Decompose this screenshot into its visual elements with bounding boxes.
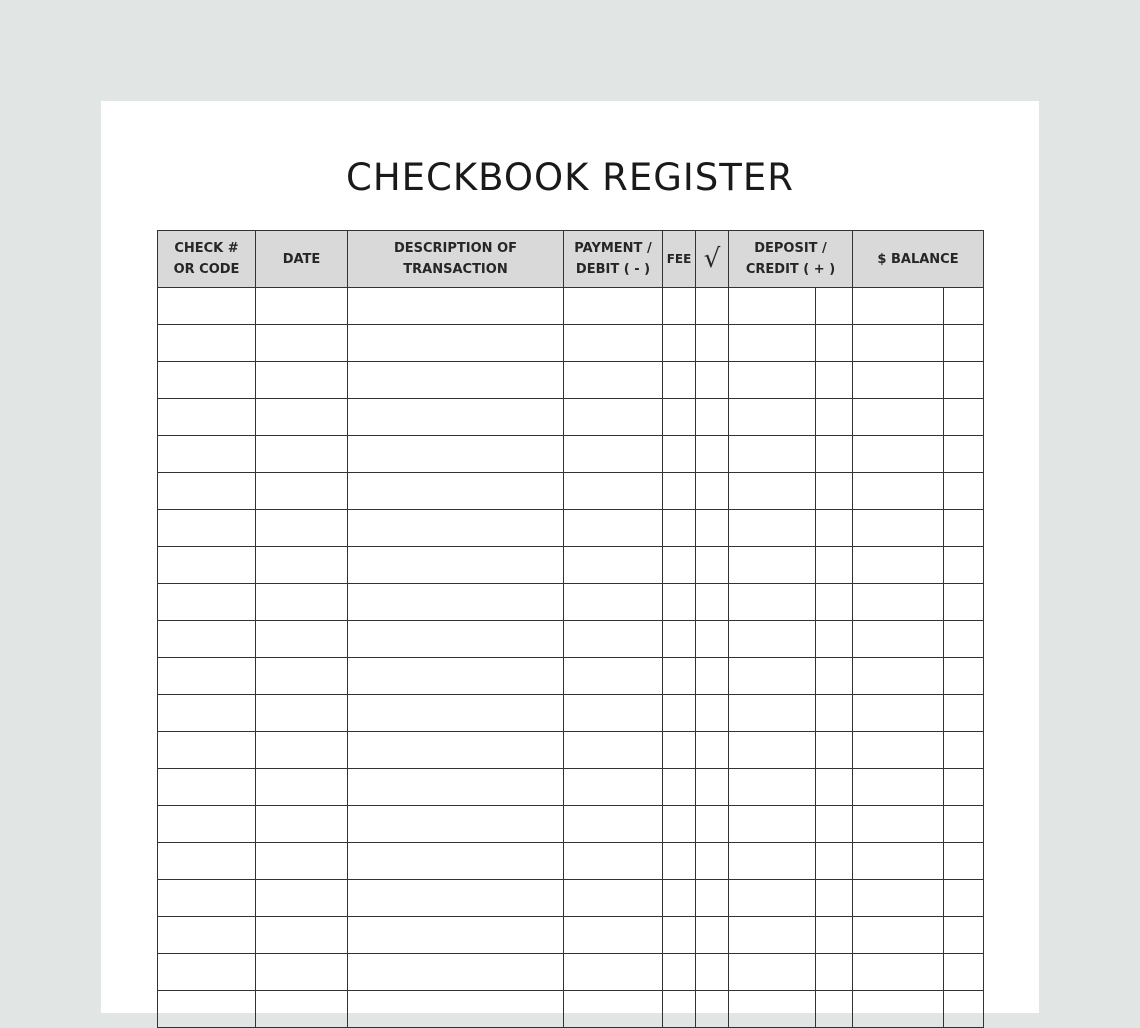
- date-cell[interactable]: [256, 843, 348, 880]
- deposit-cents-cell[interactable]: [816, 954, 853, 991]
- balance-cents-cell[interactable]: [944, 880, 984, 917]
- payment-cell[interactable]: [564, 473, 663, 510]
- column-header-check-number: CHECK # OR CODE: [158, 231, 256, 288]
- balance-dollars-cell[interactable]: [853, 325, 944, 362]
- date-cell[interactable]: [256, 954, 348, 991]
- balance-dollars-cell[interactable]: [853, 732, 944, 769]
- check-number-cell[interactable]: [158, 325, 256, 362]
- register-row: [158, 621, 984, 658]
- fee-cell[interactable]: [663, 547, 696, 584]
- balance-dollars-cell[interactable]: [853, 362, 944, 399]
- payment-cell[interactable]: [564, 436, 663, 473]
- cleared-cell[interactable]: [696, 954, 729, 991]
- balance-dollars-cell[interactable]: [853, 695, 944, 732]
- deposit-cents-cell[interactable]: [816, 473, 853, 510]
- check-number-cell[interactable]: [158, 880, 256, 917]
- date-cell[interactable]: [256, 806, 348, 843]
- register-table: [157, 230, 984, 1028]
- check-number-cell[interactable]: [158, 658, 256, 695]
- cleared-cell[interactable]: [696, 325, 729, 362]
- deposit-dollars-cell[interactable]: [729, 473, 816, 510]
- register-row: [158, 954, 984, 991]
- balance-dollars-cell[interactable]: [853, 473, 944, 510]
- payment-cell[interactable]: [564, 399, 663, 436]
- deposit-dollars-cell[interactable]: [729, 917, 816, 954]
- date-cell[interactable]: [256, 436, 348, 473]
- balance-dollars-cell[interactable]: [853, 658, 944, 695]
- cleared-cell[interactable]: [696, 658, 729, 695]
- register-row: [158, 399, 984, 436]
- description-cell[interactable]: [348, 843, 564, 880]
- date-cell[interactable]: [256, 695, 348, 732]
- check-number-cell[interactable]: [158, 991, 256, 1028]
- deposit-cents-cell[interactable]: [816, 362, 853, 399]
- fee-cell[interactable]: [663, 917, 696, 954]
- check-number-cell[interactable]: [158, 732, 256, 769]
- balance-dollars-cell[interactable]: [853, 769, 944, 806]
- balance-dollars-cell[interactable]: [853, 880, 944, 917]
- fee-cell[interactable]: [663, 991, 696, 1028]
- balance-dollars-cell[interactable]: [853, 510, 944, 547]
- date-cell[interactable]: [256, 510, 348, 547]
- date-cell[interactable]: [256, 288, 348, 325]
- check-number-cell[interactable]: [158, 843, 256, 880]
- deposit-cents-cell[interactable]: [816, 399, 853, 436]
- check-number-cell[interactable]: [158, 510, 256, 547]
- description-cell[interactable]: [348, 362, 564, 399]
- fee-cell[interactable]: [663, 399, 696, 436]
- register-row: [158, 658, 984, 695]
- payment-cell[interactable]: [564, 510, 663, 547]
- date-cell[interactable]: [256, 917, 348, 954]
- deposit-cents-cell[interactable]: [816, 325, 853, 362]
- register-row: [158, 325, 984, 362]
- register-row: [158, 510, 984, 547]
- register-row: [158, 695, 984, 732]
- page-title: CHECKBOOK REGISTER: [346, 156, 794, 199]
- deposit-dollars-cell[interactable]: [729, 621, 816, 658]
- deposit-dollars-cell[interactable]: [729, 547, 816, 584]
- description-cell[interactable]: [348, 880, 564, 917]
- register-row: [158, 917, 984, 954]
- column-header-deposit-credit: DEPOSIT / CREDIT ( + ): [729, 231, 853, 288]
- fee-cell[interactable]: [663, 658, 696, 695]
- fee-cell[interactable]: [663, 436, 696, 473]
- balance-cents-cell[interactable]: [944, 584, 984, 621]
- column-header-date: DATE: [256, 231, 348, 288]
- check-number-cell[interactable]: [158, 473, 256, 510]
- fee-cell[interactable]: [663, 473, 696, 510]
- check-number-cell[interactable]: [158, 917, 256, 954]
- balance-dollars-cell[interactable]: [853, 806, 944, 843]
- date-cell[interactable]: [256, 658, 348, 695]
- payment-cell[interactable]: [564, 769, 663, 806]
- check-number-cell[interactable]: [158, 399, 256, 436]
- description-cell[interactable]: [348, 473, 564, 510]
- balance-dollars-cell[interactable]: [853, 288, 944, 325]
- deposit-dollars-cell[interactable]: [729, 658, 816, 695]
- cleared-cell[interactable]: [696, 621, 729, 658]
- fee-cell[interactable]: [663, 806, 696, 843]
- column-header-payment-debit: PAYMENT / DEBIT ( - ): [564, 231, 663, 288]
- check-number-cell[interactable]: [158, 362, 256, 399]
- date-cell[interactable]: [256, 362, 348, 399]
- deposit-dollars-cell[interactable]: [729, 954, 816, 991]
- deposit-dollars-cell[interactable]: [729, 880, 816, 917]
- balance-cents-cell[interactable]: [944, 843, 984, 880]
- payment-cell[interactable]: [564, 547, 663, 584]
- cleared-cell[interactable]: [696, 806, 729, 843]
- check-number-cell[interactable]: [158, 547, 256, 584]
- cleared-cell[interactable]: [696, 695, 729, 732]
- header-row: [158, 231, 984, 288]
- deposit-cents-cell[interactable]: [816, 880, 853, 917]
- description-cell[interactable]: [348, 658, 564, 695]
- column-header-cleared-checkmark-icon: √: [696, 231, 729, 288]
- balance-dollars-cell[interactable]: [853, 547, 944, 584]
- date-cell[interactable]: [256, 880, 348, 917]
- balance-cents-cell[interactable]: [944, 954, 984, 991]
- balance-cents-cell[interactable]: [944, 510, 984, 547]
- column-header-fee: FEE: [663, 231, 696, 288]
- balance-cents-cell[interactable]: [944, 991, 984, 1028]
- date-cell[interactable]: [256, 584, 348, 621]
- balance-cents-cell[interactable]: [944, 362, 984, 399]
- register-row: [158, 880, 984, 917]
- description-cell[interactable]: [348, 547, 564, 584]
- balance-dollars-cell[interactable]: [853, 991, 944, 1028]
- cleared-cell[interactable]: [696, 584, 729, 621]
- fee-cell[interactable]: [663, 362, 696, 399]
- balance-cents-cell[interactable]: [944, 436, 984, 473]
- register-row: [158, 732, 984, 769]
- deposit-cents-cell[interactable]: [816, 843, 853, 880]
- payment-cell[interactable]: [564, 288, 663, 325]
- cleared-cell[interactable]: [696, 288, 729, 325]
- fee-cell[interactable]: [663, 695, 696, 732]
- description-cell[interactable]: [348, 954, 564, 991]
- fee-cell[interactable]: [663, 584, 696, 621]
- date-cell[interactable]: [256, 399, 348, 436]
- payment-cell[interactable]: [564, 806, 663, 843]
- cleared-cell[interactable]: [696, 917, 729, 954]
- balance-cents-cell[interactable]: [944, 806, 984, 843]
- description-cell[interactable]: [348, 917, 564, 954]
- fee-cell[interactable]: [663, 769, 696, 806]
- description-cell[interactable]: [348, 399, 564, 436]
- deposit-cents-cell[interactable]: [816, 510, 853, 547]
- description-cell[interactable]: [348, 621, 564, 658]
- payment-cell[interactable]: [564, 695, 663, 732]
- deposit-dollars-cell[interactable]: [729, 991, 816, 1028]
- deposit-dollars-cell[interactable]: [729, 584, 816, 621]
- register-row: [158, 436, 984, 473]
- cleared-cell[interactable]: [696, 991, 729, 1028]
- date-cell[interactable]: [256, 621, 348, 658]
- payment-cell[interactable]: [564, 362, 663, 399]
- fee-cell[interactable]: [663, 325, 696, 362]
- cleared-cell[interactable]: [696, 769, 729, 806]
- date-cell[interactable]: [256, 325, 348, 362]
- register-row: [158, 473, 984, 510]
- date-cell[interactable]: [256, 732, 348, 769]
- deposit-cents-cell[interactable]: [816, 769, 853, 806]
- deposit-cents-cell[interactable]: [816, 991, 853, 1028]
- date-cell[interactable]: [256, 769, 348, 806]
- balance-dollars-cell[interactable]: [853, 584, 944, 621]
- payment-cell[interactable]: [564, 732, 663, 769]
- register-row: [158, 769, 984, 806]
- balance-cents-cell[interactable]: [944, 695, 984, 732]
- register-row: [158, 843, 984, 880]
- cleared-cell[interactable]: [696, 362, 729, 399]
- cleared-cell[interactable]: [696, 436, 729, 473]
- balance-cents-cell[interactable]: [944, 547, 984, 584]
- deposit-dollars-cell[interactable]: [729, 325, 816, 362]
- check-number-cell[interactable]: [158, 695, 256, 732]
- payment-cell[interactable]: [564, 880, 663, 917]
- balance-dollars-cell[interactable]: [853, 621, 944, 658]
- cleared-cell[interactable]: [696, 547, 729, 584]
- description-cell[interactable]: [348, 436, 564, 473]
- payment-cell[interactable]: [564, 325, 663, 362]
- description-cell[interactable]: [348, 769, 564, 806]
- fee-cell[interactable]: [663, 621, 696, 658]
- payment-cell[interactable]: [564, 621, 663, 658]
- check-number-cell[interactable]: [158, 806, 256, 843]
- date-cell[interactable]: [256, 473, 348, 510]
- column-header-balance: $ BALANCE: [853, 231, 984, 288]
- description-cell[interactable]: [348, 806, 564, 843]
- description-cell[interactable]: [348, 325, 564, 362]
- fee-cell[interactable]: [663, 880, 696, 917]
- deposit-dollars-cell[interactable]: [729, 288, 816, 325]
- check-number-cell[interactable]: [158, 584, 256, 621]
- balance-dollars-cell[interactable]: [853, 399, 944, 436]
- register-row: [158, 991, 984, 1028]
- balance-cents-cell[interactable]: [944, 288, 984, 325]
- date-cell[interactable]: [256, 991, 348, 1028]
- fee-cell[interactable]: [663, 288, 696, 325]
- register-body: [158, 288, 984, 1028]
- check-number-cell[interactable]: [158, 769, 256, 806]
- description-cell[interactable]: [348, 510, 564, 547]
- balance-cents-cell[interactable]: [944, 732, 984, 769]
- deposit-dollars-cell[interactable]: [729, 769, 816, 806]
- deposit-dollars-cell[interactable]: [729, 362, 816, 399]
- cleared-cell[interactable]: [696, 880, 729, 917]
- balance-cents-cell[interactable]: [944, 621, 984, 658]
- register-row: [158, 806, 984, 843]
- cleared-cell[interactable]: [696, 732, 729, 769]
- cleared-cell[interactable]: [696, 473, 729, 510]
- description-cell[interactable]: [348, 732, 564, 769]
- deposit-cents-cell[interactable]: [816, 436, 853, 473]
- fee-cell[interactable]: [663, 732, 696, 769]
- deposit-cents-cell[interactable]: [816, 658, 853, 695]
- balance-cents-cell[interactable]: [944, 473, 984, 510]
- deposit-dollars-cell[interactable]: [729, 843, 816, 880]
- payment-cell[interactable]: [564, 954, 663, 991]
- fee-cell[interactable]: [663, 954, 696, 991]
- balance-cents-cell[interactable]: [944, 399, 984, 436]
- deposit-cents-cell[interactable]: [816, 917, 853, 954]
- payment-cell[interactable]: [564, 658, 663, 695]
- deposit-dollars-cell[interactable]: [729, 695, 816, 732]
- deposit-dollars-cell[interactable]: [729, 399, 816, 436]
- deposit-dollars-cell[interactable]: [729, 510, 816, 547]
- deposit-cents-cell[interactable]: [816, 695, 853, 732]
- column-header-description: DESCRIPTION OF TRANSACTION: [348, 231, 564, 288]
- register-row: [158, 547, 984, 584]
- cleared-cell[interactable]: [696, 510, 729, 547]
- payment-cell[interactable]: [564, 917, 663, 954]
- deposit-dollars-cell[interactable]: [729, 732, 816, 769]
- fee-cell[interactable]: [663, 510, 696, 547]
- balance-dollars-cell[interactable]: [853, 954, 944, 991]
- deposit-cents-cell[interactable]: [816, 288, 853, 325]
- cleared-cell[interactable]: [696, 843, 729, 880]
- balance-dollars-cell[interactable]: [853, 843, 944, 880]
- payment-cell[interactable]: [564, 584, 663, 621]
- balance-cents-cell[interactable]: [944, 658, 984, 695]
- deposit-cents-cell[interactable]: [816, 621, 853, 658]
- deposit-dollars-cell[interactable]: [729, 806, 816, 843]
- balance-cents-cell[interactable]: [944, 325, 984, 362]
- cleared-cell[interactable]: [696, 399, 729, 436]
- register-row: [158, 362, 984, 399]
- register-row: [158, 288, 984, 325]
- date-cell[interactable]: [256, 547, 348, 584]
- balance-dollars-cell[interactable]: [853, 436, 944, 473]
- check-number-cell[interactable]: [158, 954, 256, 991]
- deposit-cents-cell[interactable]: [816, 806, 853, 843]
- register-row: [158, 584, 984, 621]
- deposit-dollars-cell[interactable]: [729, 436, 816, 473]
- payment-cell[interactable]: [564, 991, 663, 1028]
- fee-cell[interactable]: [663, 843, 696, 880]
- check-number-cell[interactable]: [158, 288, 256, 325]
- balance-cents-cell[interactable]: [944, 769, 984, 806]
- description-cell[interactable]: [348, 991, 564, 1028]
- description-cell[interactable]: [348, 695, 564, 732]
- check-number-cell[interactable]: [158, 621, 256, 658]
- description-cell[interactable]: [348, 288, 564, 325]
- check-number-cell[interactable]: [158, 436, 256, 473]
- balance-dollars-cell[interactable]: [853, 917, 944, 954]
- deposit-cents-cell[interactable]: [816, 547, 853, 584]
- deposit-cents-cell[interactable]: [816, 584, 853, 621]
- deposit-cents-cell[interactable]: [816, 732, 853, 769]
- payment-cell[interactable]: [564, 843, 663, 880]
- balance-cents-cell[interactable]: [944, 917, 984, 954]
- description-cell[interactable]: [348, 584, 564, 621]
